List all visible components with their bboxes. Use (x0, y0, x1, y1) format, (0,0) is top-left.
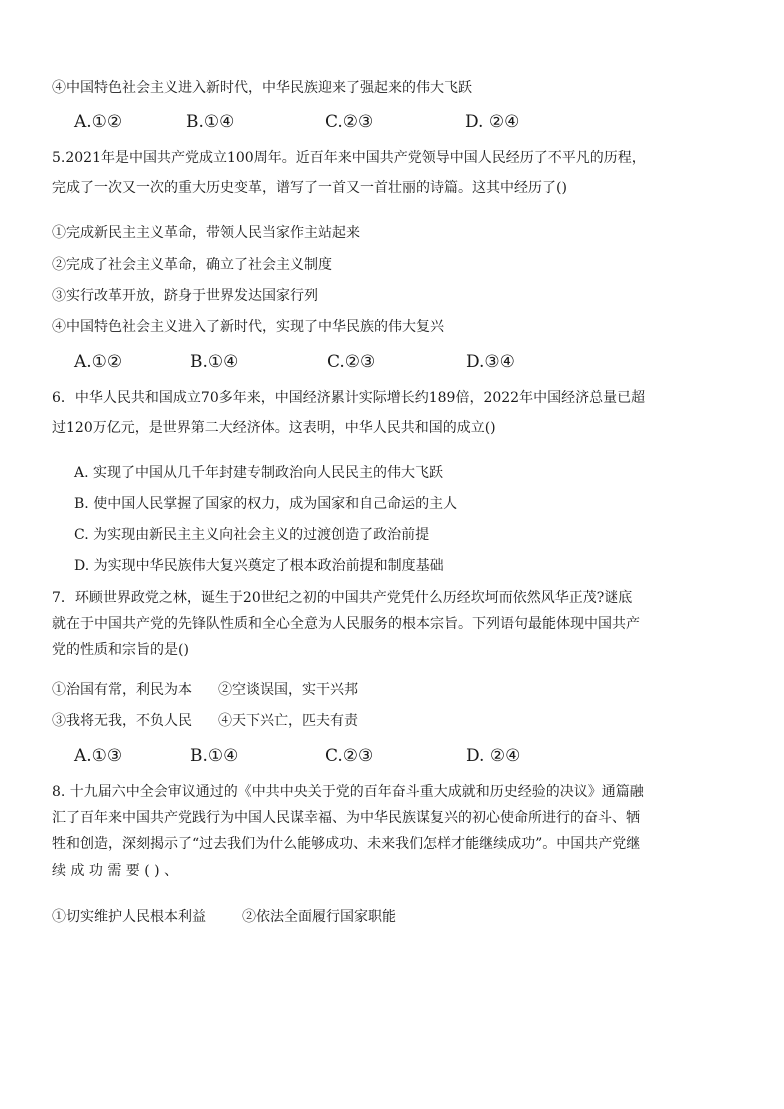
q6-choice-d: D. 为实现中华民族伟大复兴奠定了根本政治前提和制度基础 (74, 558, 444, 574)
q8-stem-line-4: 续 成 功 需 要 ( ) 、 (52, 863, 179, 879)
q4-option-c: C.②③ (325, 112, 374, 132)
q7-item-3: ③我将无我，不负人民 (52, 713, 192, 729)
q7-option-b: B.①④ (190, 746, 239, 766)
q7-stem-line-3: 党的性质和宗旨的是() (52, 642, 189, 658)
q4-option-d: D. ②④ (465, 112, 520, 132)
q6-choice-a: A. 实现了中国从几千年封建专制政治向人民民主的伟大飞跃 (74, 465, 444, 481)
q8-item-1: ①切实维护人民根本利益 (52, 909, 206, 925)
q5-item-1: ①完成新民主主义革命，带领人民当家作主站起来 (52, 225, 360, 241)
q8-item-2: ②依法全面履行国家职能 (242, 909, 396, 925)
q4-option-a: A.①② (74, 112, 123, 132)
q7-option-a: A.①③ (74, 746, 123, 766)
q8-stem-line-3: 牲和创造，深刻揭示了“过去我们为什么能够成功、未来我们怎样才能继续成功”。中国共产党继 (52, 836, 641, 852)
q7-stem-line-2: 就在于中国共产党的先锋队性质和全心全意为人民服务的根本宗旨。下列语句最能体现中国共产 (52, 616, 640, 632)
q4-item-4: ④中国特色社会主义进入新时代，中华民族迎来了强起来的伟大飞跃 (52, 80, 472, 96)
q6-stem-line-2: 过120万亿元，是世界第二大经济体。这表明，中华人民共和国的成立() (52, 420, 496, 436)
q5-option-c: C.②③ (327, 352, 376, 372)
q5-option-d: D.③④ (466, 352, 515, 372)
q6-choice-c: C. 为实现由新民主主义向社会主义的过渡创造了政治前提 (74, 527, 430, 543)
q7-item-2: ②空谈误国，实干兴邦 (218, 682, 358, 698)
q5-option-a: A.①② (74, 352, 123, 372)
q7-stem-line-1: 7．环顾世界政党之林，诞生于20世纪之初的中国共产党凭什么历经坎坷而依然风华正茂?谜底 (52, 590, 633, 606)
q5-option-b: B.①④ (190, 352, 239, 372)
q7-item-1: ①治国有常，利民为本 (52, 682, 192, 698)
q7-option-c: C.②③ (325, 746, 374, 766)
q5-item-4: ④中国特色社会主义进入了新时代，实现了中华民族的伟大复兴 (52, 319, 444, 335)
q5-stem-line-1: 5.2021年是中国共产党成立100周年。近百年来中国共产党领导中国人民经历了不平凡的历程， (52, 150, 646, 166)
q7-item-4: ④天下兴亡，匹夫有责 (218, 713, 358, 729)
q8-stem-line-1: 8. 十九届六中全会审议通过的《中共中央关于党的百年奋斗重大成就和历史经验的决议》通篇融 (52, 784, 644, 800)
q5-item-2: ②完成了社会主义革命，确立了社会主义制度 (52, 257, 332, 273)
q5-item-3: ③实行改革开放，跻身于世界发达国家行列 (52, 288, 318, 304)
q5-stem-line-2: 完成了一次又一次的重大历史变革，谱写了一首又一首壮丽的诗篇。这其中经历了() (52, 180, 567, 196)
q8-stem-line-2: 汇了百年来中国共产党践行为中国人民谋幸福、为中华民族谋复兴的初心使命所进行的奋斗、牺 (52, 810, 640, 826)
q6-stem-line-1: 6．中华人民共和国成立70多年来，中国经济累计实际增长约189倍，2022年中国经济总量已超 (52, 390, 646, 406)
q6-choice-b: B. 使中国人民掌握了国家的权力，成为国家和自己命运的主人 (74, 496, 458, 512)
q4-option-b: B.①④ (186, 112, 235, 132)
q7-option-d: D. ②④ (466, 746, 521, 766)
